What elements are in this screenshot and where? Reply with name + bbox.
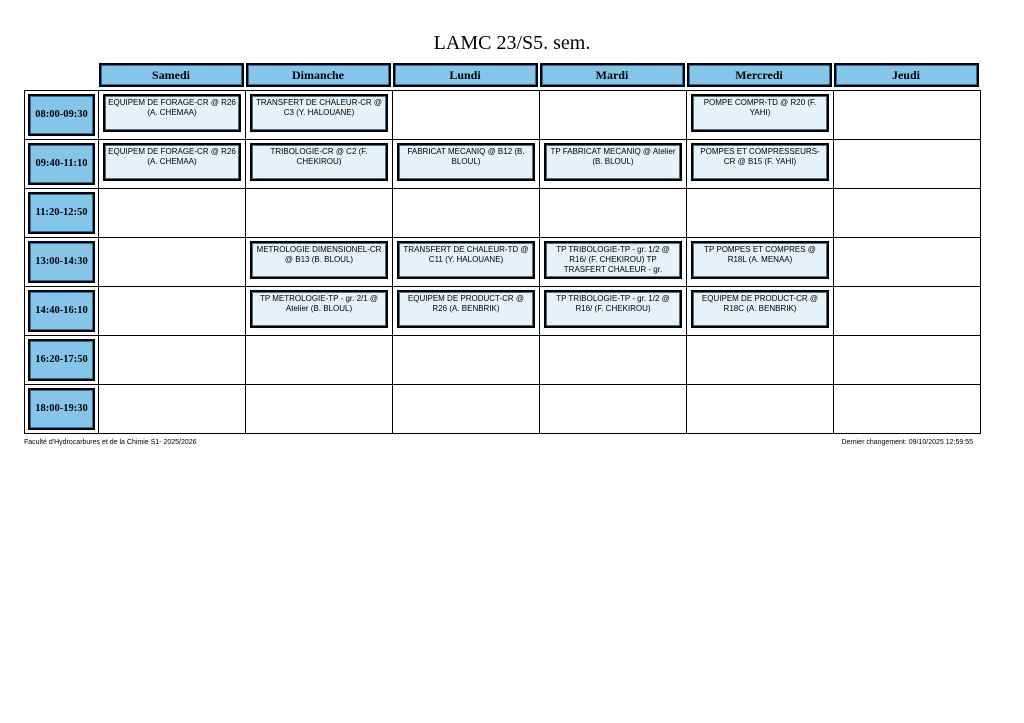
schedule-cell <box>99 385 246 434</box>
session-card[interactable]: EQUIPEM DE PRODUCT-CR @ R26 (A. BENBRIK) <box>397 290 535 328</box>
schedule-cell <box>393 385 540 434</box>
schedule-cell <box>246 336 393 385</box>
session-card[interactable]: EQUIPEM DE FORAGE-CR @ R26 (A. CHEMAA) <box>103 94 241 132</box>
day-header-samedi: Samedi <box>99 63 244 87</box>
schedule-cell <box>540 189 687 238</box>
schedule-cell <box>246 91 393 140</box>
session-card[interactable]: METROLOGIE DIMENSIONEL-CR @ B13 (B. BLOUL) <box>250 241 388 279</box>
time-row <box>25 189 981 238</box>
schedule-cell <box>393 91 540 140</box>
footer-last-change: Dernier changement: 09/10/2025 12:59:55 <box>841 439 973 446</box>
schedule-cell <box>540 385 687 434</box>
schedule-cell <box>99 287 246 336</box>
schedule-cell <box>540 91 687 140</box>
schedule-cell <box>540 140 687 189</box>
schedule-cell <box>834 140 981 189</box>
schedule-cell <box>834 189 981 238</box>
time-slot-cell <box>25 189 99 238</box>
schedule-cell <box>99 91 246 140</box>
schedule-cell <box>246 385 393 434</box>
schedule-cell <box>834 91 981 140</box>
session-card[interactable]: TP METROLOGIE-TP - gr. 2/1 @ Atelier (B. BLOUL) <box>250 290 388 328</box>
session-card[interactable]: TP FABRICAT MECANIQ @ Atelier (B. BLOUL) <box>544 143 682 181</box>
schedule-cell <box>540 287 687 336</box>
schedule-cell <box>834 238 981 287</box>
time-slot-label: 14:40-16:10 <box>28 290 95 332</box>
schedule-cell <box>99 238 246 287</box>
schedule-cell <box>246 140 393 189</box>
session-card[interactable]: TRANSFERT DE CHALEUR-TD @ C11 (Y. HALOUANE) <box>397 241 535 279</box>
time-slot-cell <box>25 287 99 336</box>
time-slot-label: 11:20-12:50 <box>28 192 95 234</box>
day-header-dimanche: Dimanche <box>246 63 391 87</box>
time-slot-cell <box>25 385 99 434</box>
time-slot-cell <box>25 140 99 189</box>
corner-cell <box>25 60 99 91</box>
schedule-cell <box>246 238 393 287</box>
day-header-mardi: Mardi <box>540 63 685 87</box>
schedule-cell <box>393 336 540 385</box>
schedule-cell <box>393 238 540 287</box>
time-row <box>25 91 981 140</box>
schedule-cell <box>834 287 981 336</box>
time-row <box>25 336 981 385</box>
time-slot-cell <box>25 91 99 140</box>
day-header-jeudi: Jeudi <box>834 63 979 87</box>
schedule-cell <box>687 287 834 336</box>
schedule-cell <box>540 238 687 287</box>
time-slot-label: 13:00-14:30 <box>28 241 95 283</box>
schedule-cell <box>687 385 834 434</box>
time-row <box>25 385 981 434</box>
schedule-cell <box>99 140 246 189</box>
session-card[interactable]: TP TRIBOLOGIE-TP - gr. 1/2 @ R16/ (F. CHEKIROU) <box>544 290 682 328</box>
session-card[interactable]: TP TRIBOLOGIE-TP - gr. 1/2 @ R16/ (F. CHEKIROU) TP TRASFERT CHALEUR - gr. <box>544 241 682 279</box>
schedule-cell <box>687 238 834 287</box>
schedule-cell <box>246 287 393 336</box>
schedule-cell <box>687 91 834 140</box>
timetable <box>24 60 981 434</box>
schedule-cell <box>99 189 246 238</box>
time-slot-cell <box>25 336 99 385</box>
time-row <box>25 140 981 189</box>
time-slot-label: 08:00-09:30 <box>28 94 95 136</box>
schedule-cell <box>393 140 540 189</box>
schedule-cell <box>99 336 246 385</box>
session-card[interactable]: EQUIPEM DE PRODUCT-CR @ R18C (A. BENBRIK) <box>691 290 829 328</box>
schedule-cell <box>540 336 687 385</box>
session-card[interactable]: EQUIPEM DE FORAGE-CR @ R26 (A. CHEMAA) <box>103 143 241 181</box>
schedule-cell <box>687 189 834 238</box>
schedule-cell <box>687 140 834 189</box>
timetable-body <box>25 91 981 434</box>
day-header-row <box>25 60 981 91</box>
time-row <box>25 287 981 336</box>
day-header-mercredi: Mercredi <box>687 63 832 87</box>
time-row <box>25 238 981 287</box>
time-slot-label: 16:20-17:50 <box>28 339 95 381</box>
schedule-cell <box>687 336 834 385</box>
schedule-cell <box>246 189 393 238</box>
time-slot-label: 18:00-19:30 <box>28 388 95 430</box>
time-slot-label: 09:40-11:10 <box>28 143 95 185</box>
footer-institution: Faculté d'Hydrocarbures et de la Chimie S1- 2025/2026 <box>24 439 197 446</box>
session-card[interactable]: POMPE COMPR-TD @ R20 (F. YAHI) <box>691 94 829 132</box>
schedule-cell <box>834 336 981 385</box>
schedule-cell <box>393 287 540 336</box>
schedule-cell <box>393 189 540 238</box>
session-card[interactable]: FABRICAT MECANIQ @ B12 (B. BLOUL) <box>397 143 535 181</box>
session-card[interactable]: POMPES ET COMPRESSEURS-CR @ B15 (F. YAHI) <box>691 143 829 181</box>
session-card[interactable]: TRIBOLOGIE-CR @ C2 (F. CHEKIROU) <box>250 143 388 181</box>
session-card[interactable]: TRANSFERT DE CHALEUR-CR @ C3 (Y. HALOUANE) <box>250 94 388 132</box>
page-title: LAMC 23/S5. sem. <box>433 32 591 54</box>
session-card[interactable]: TP POMPES ET COMPRES @ R18L (A. MENAA) <box>691 241 829 279</box>
time-slot-cell <box>25 238 99 287</box>
day-header-lundi: Lundi <box>393 63 538 87</box>
schedule-cell <box>834 385 981 434</box>
